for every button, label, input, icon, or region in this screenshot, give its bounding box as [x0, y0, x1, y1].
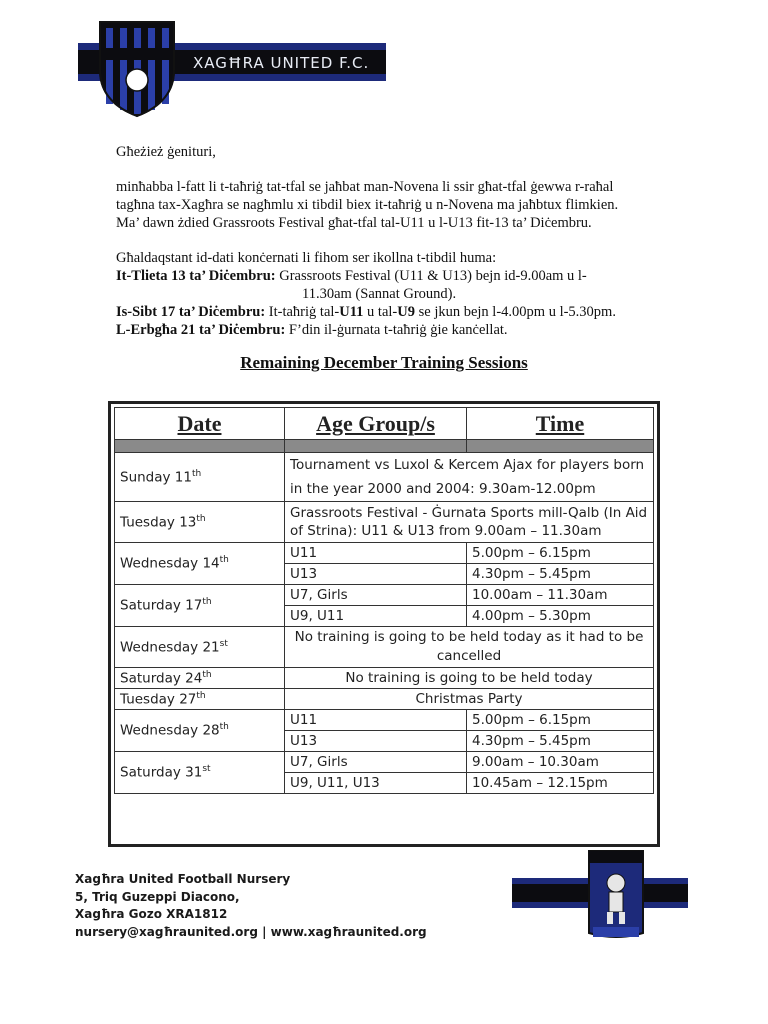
- date-cell: Wednesday 14th: [115, 543, 285, 585]
- footer-line: Xagħra Gozo XRA1812: [75, 907, 228, 921]
- time-cell: 4.30pm – 5.45pm: [467, 564, 654, 585]
- table-row: [115, 627, 654, 668]
- change-item-3: [116, 321, 508, 339]
- change-item-2: Is-Sibt 17 ta’ Diċembru: It-taħriġ tal-U11 u tal-U9 se jkun bejn l-4.00pm u l-5.30pm.: [116, 304, 616, 320]
- time-cell: 10.45am – 12.15pm: [467, 773, 654, 794]
- time-cell: 4.00pm – 5.30pm: [467, 606, 654, 627]
- group-cell: U7, Girls: [285, 585, 467, 606]
- change-text: Grassroots Festival (U11 & U13) bejn id-9.00am u l-: [279, 268, 587, 284]
- footer-address: [75, 871, 427, 941]
- greeting: Għeżież ġenituri,: [116, 144, 216, 160]
- table-row: [115, 543, 654, 564]
- header-age-group: Age Group/s: [285, 408, 467, 440]
- group-cell: U13: [285, 731, 467, 752]
- merged-cell: No training is going to be held today: [285, 668, 654, 689]
- date-cell: Tuesday 13th: [115, 502, 285, 543]
- header-date: Date: [115, 408, 285, 440]
- group-cell: U7, Girls: [285, 752, 467, 773]
- time-cell: 5.00pm – 6.15pm: [467, 543, 654, 564]
- merged-cell: No training is going to be held today as it had to be cancelled: [285, 627, 654, 668]
- merged-cell: Tournament vs Luxol & Kercem Ajax for players born in the year 2000 and 2004: 9.30am-12.00pm: [285, 453, 654, 502]
- merged-cell: Grassroots Festival - Ġurnata Sports mill-Qalb (In Aid of Strina): U11 & U13 from 9.00am – 11.30am: [285, 502, 654, 543]
- table-row: [115, 752, 654, 773]
- group-cell: U13: [285, 564, 467, 585]
- paragraph-line-2: tagħna tax-Xagħra se nagħmlu xi tibdil biex it-taħriġ u n-Novena ma jaħbtux flimkien.: [116, 197, 619, 213]
- footer-line: Xagħra United Football Nursery: [75, 872, 291, 886]
- table-row: [115, 585, 654, 606]
- table-row: [115, 710, 654, 731]
- merged-cell: Christmas Party: [285, 689, 654, 710]
- footer-line: 5, Triq Guzeppi Diacono,: [75, 889, 240, 904]
- table-row: [115, 689, 654, 710]
- club-name: XAGĦRA UNITED F.C.: [193, 54, 370, 72]
- table-row: [115, 668, 654, 689]
- section-title: Remaining December Training Sessions: [240, 353, 528, 372]
- date-cell: Wednesday 28th: [115, 710, 285, 752]
- change-item-1-cont: 11.30am (Sannat Ground).: [302, 286, 457, 302]
- change-date: It-Tlieta 13 ta’ Diċembru:: [116, 268, 276, 284]
- time-cell: 4.30pm – 5.45pm: [467, 731, 654, 752]
- paragraph-line-3: Ma’ dawn żdied Grassroots Festival għat-tfal tal-U11 u l-U13 fit-13 ta’ Diċembru.: [116, 215, 592, 231]
- changes-intro: Għaldaqstant id-dati konċernati li fihom ser ikollna t-tibdil huma:: [116, 250, 497, 266]
- training-table: [108, 401, 660, 847]
- date-cell: Wednesday 21st: [115, 627, 285, 668]
- time-cell: 10.00am – 11.30am: [467, 585, 654, 606]
- table-row: [115, 453, 654, 502]
- date-cell: Tuesday 27th: [115, 689, 285, 710]
- date-cell: Sunday 11th: [115, 453, 285, 502]
- group-cell: U9, U11: [285, 606, 467, 627]
- nursery-crest-logo: [587, 849, 645, 943]
- table-row: [115, 502, 654, 543]
- club-crest-logo: [96, 18, 178, 118]
- time-cell: 5.00pm – 6.15pm: [467, 710, 654, 731]
- group-cell: U9, U11, U13: [285, 773, 467, 794]
- date-cell: Saturday 17th: [115, 585, 285, 627]
- change-date: L-Erbgħa 21 ta’ Diċembru:: [116, 322, 286, 338]
- group-cell: U11: [285, 543, 467, 564]
- date-cell: Saturday 31st: [115, 752, 285, 794]
- footer-contact-link[interactable]: nursery@xagħraunited.org | www.xagħraunited.org: [75, 924, 427, 939]
- change-date: Is-Sibt 17 ta’ Diċembru:: [116, 304, 266, 320]
- date-cell: Saturday 24th: [115, 668, 285, 689]
- paragraph-line-1: minħabba l-fatt li t-taħriġ tat-tfal se jaħbat man-Novena li ssir għat-tfal ġewwa r-raħal: [116, 179, 614, 195]
- time-cell: 9.00am – 10.30am: [467, 752, 654, 773]
- group-cell: U11: [285, 710, 467, 731]
- change-item-1: [116, 267, 587, 285]
- change-text: F’din il-ġurnata t-taħriġ ġie kanċellat.: [288, 322, 508, 338]
- header-time: Time: [467, 408, 654, 440]
